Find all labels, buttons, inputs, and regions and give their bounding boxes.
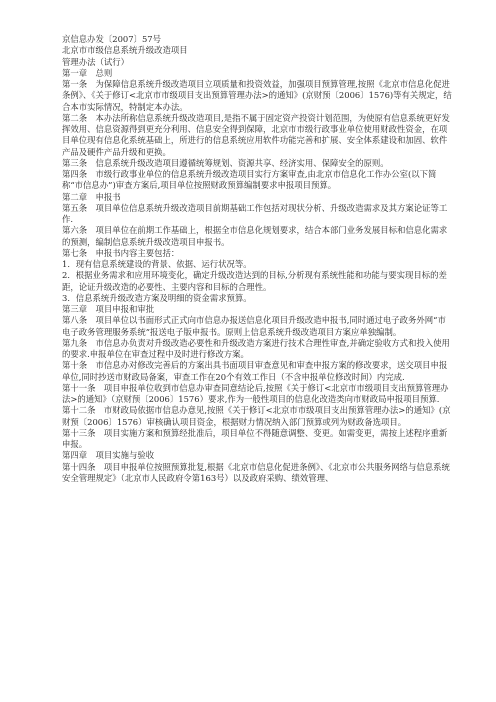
article-paragraph: 第十二条 市财政局依据市信息办意见,按照《关于修订<北京市市级项目支出预算管理办法>的通知》(京财预〔2006〕1576）审核确认项目资金，根据财力情况纳入部门预算或列为财政备选项目。: [62, 405, 451, 427]
chapter-heading: 第一章 总则: [62, 67, 113, 78]
list-item: 1．现有信息系统建设的背景、依据、运行状况等。: [62, 259, 252, 269]
article-paragraph: 第三条 信息系统升级改造项目遵循统筹规划、资源共享、经济实用、保障安全的原则。: [62, 157, 389, 168]
document-subtitle: 管理办法（试行）: [62, 56, 129, 67]
article-paragraph: 第十一条 项目申报单位收到市信息办审查同意结论后,按照《关于修订<北京市市级项目支出预算管理办法>的通知》（京财预〔2006〕1576）要求,作为一般性项目的信息化改造类向市财政局申报项目预算.: [62, 382, 449, 404]
article-paragraph: 第七条 申报书内容主要包括：: [62, 247, 180, 258]
article-paragraph: 第八条 项目单位以书面形式正式向市信息办报送信息化项目升级改造申报书,同时通过电子政务外网“市电子政务管理服务系统”报送电子版申报书。原则上信息系统升级改造项目方案应单独编制。: [62, 315, 446, 337]
document-number: 京信息办发〔2007〕57号: [62, 34, 161, 44]
chapter-heading: 第二章 申报书: [62, 191, 121, 202]
article-paragraph: 第二条 本办法所称信息系统升级改造项目,是指不属于固定资产投资计划范围，为使原有信息系统更好发挥效用、信息资源得到更充分利用、信息安全得到保障，北京市市级行政事业单位使用财政性资金，在项目单位现有信息化系统基础上，所进行的信息系统应用软件功能完善和扩展、安全体系建设和加固、软件产品及硬件产品升级和更换。: [62, 112, 450, 157]
article-paragraph: 第五条 项目单位信息系统升级改造项目前期基础工作包括对现状分析、升级改造需求及其方案论证等工作.: [62, 202, 448, 224]
article-paragraph: 第九条 市信息办负责对升级改造必要性和升级改造方案进行技术合理性审查,并确定验收方式和投入使用的要求.申报单位在审查过程中及时进行修改方案。: [62, 337, 450, 359]
chapter-heading: 第三章 项目申报和审批: [62, 304, 155, 314]
article-paragraph: 第六条 项目单位在前期工作基础上，根据全市信息化规划要求，结合本部门业务发展目标和信息化需求的预测，编制信息系统升级改造项目申报书。: [62, 225, 448, 247]
article-paragraph: 第四条 市级行政事业单位的信息系统升级改造项目实行方案审查,由北京市信息化工作办公室(以下简称“市信息办”)审查方案后,项目单位按照财政预算编制要求申报项目预算。: [62, 169, 437, 191]
chapter-heading: 第四章 项目实施与验收: [62, 450, 155, 461]
list-item: 2．根据业务需求和应用环境变化，确定升级改造达到的目标,分析现有系统性能和功能与要实现目标的差距，论证升级改造的必要性、主要内容和目标的合理性。: [62, 270, 447, 292]
article-paragraph: 第十条 市信息办对修改完善后的方案出具书面项目审查意见和审查申报方案的修改要求，送交项目申报单位,同时抄送市财政局备案，审查工作在20个有效工作日（不含申报单位修改时间）内完成.: [62, 360, 448, 382]
article-paragraph: 第十三条 项目实施方案和预算经批准后，项目单位不得随意调整、变更。如需变更，需按上述程序重新申报。: [62, 427, 448, 449]
article-paragraph: 第十四条 项目申报单位按照预算批复,根据《北京市信息化促进条例》、《北京市公共服务网络与信息系统安全管理规定》（北京市人民政府令第163号）以及政府采购、绩效管理、: [62, 461, 450, 483]
list-item: 3．信息系统升级改造方案及明细的资金需求预算。: [62, 292, 252, 303]
document-title: 北京市市级信息系统升级改造项目: [62, 45, 188, 56]
article-paragraph: 第一条 为保障信息系统升级改造项目立项质量和投资效益，加强项目预算管理,按照《北京市信息化促进条例》、《关于修订<北京市市级项目支出预算管理办法>的通知》(京财预〔2006〕1576)等有关规定，结合本市实际情况，特制定本办法。: [62, 79, 452, 112]
